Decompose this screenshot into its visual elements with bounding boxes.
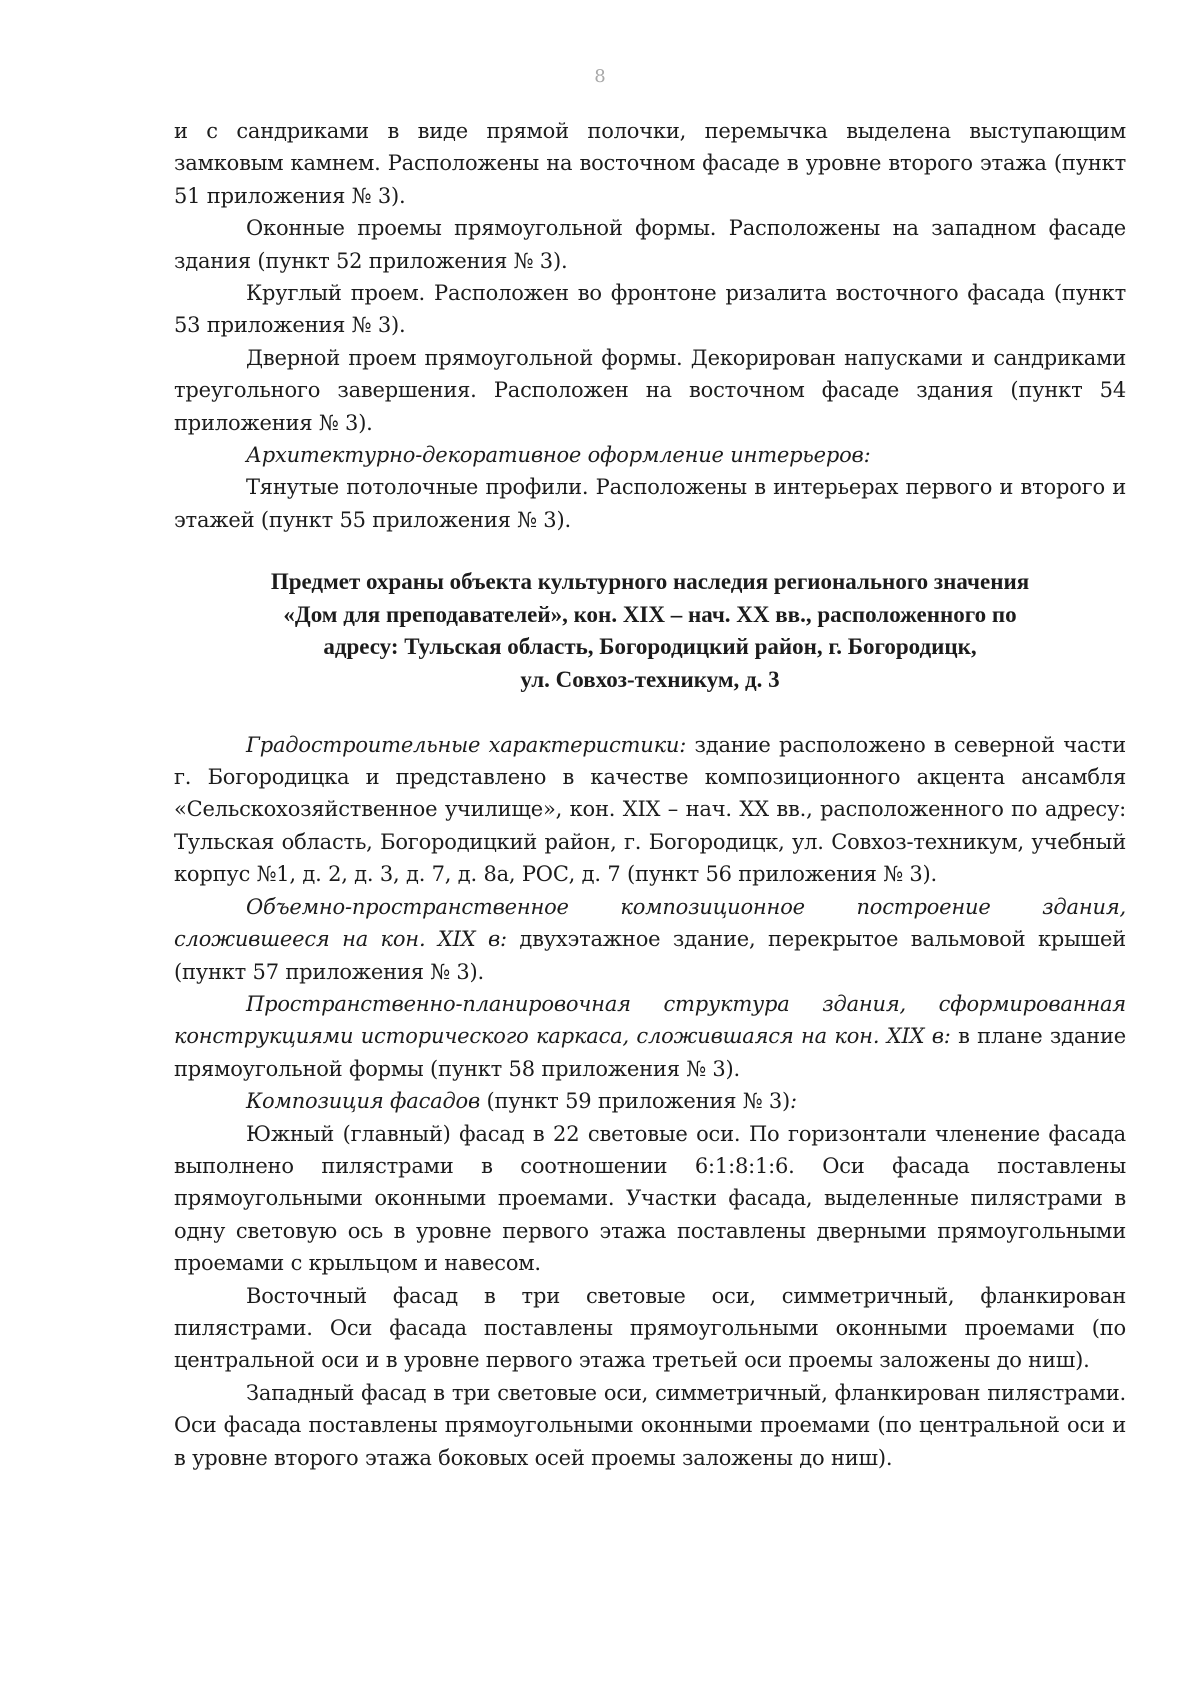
heading-line: адресу: Тульская область, Богородицкий район, г. Богородицк, — [323, 634, 977, 660]
paragraph-subheading — [174, 439, 1126, 471]
heading-line: «Дом для преподавателей», кон. XIX – нач. XX вв., расположенного по — [283, 601, 1017, 627]
paragraph-text: (пункт 59 приложения № 3) — [480, 1089, 791, 1114]
paragraph — [174, 891, 1126, 988]
paragraph — [174, 1377, 1126, 1474]
paragraph-text: в плане здание прямоугольной формы (пункт 58 приложения № 3). — [174, 1024, 1126, 1081]
italic-term: Объемно-пространственное композиционное построение здания, сложившееся на кон. XIX в: — [174, 894, 1126, 952]
italic-subheading: Архитектурно-декоративное оформление интерьеров: — [246, 443, 871, 468]
paragraph — [174, 988, 1126, 1085]
paragraph — [174, 1280, 1126, 1377]
italic-term: Композиция фасадов — [246, 1089, 481, 1114]
section-heading — [174, 566, 1126, 696]
heading-line: ул. Совхоз-техникум, д. 3 — [520, 667, 780, 693]
heading-line: Предмет охраны объекта культурного наследия регионального значения — [270, 569, 1030, 595]
italic-colon: : — [790, 1089, 797, 1114]
paragraph — [174, 342, 1126, 439]
paragraph — [174, 277, 1126, 342]
paragraph-text: Южный (главный) фасад в 22 световые оси. По горизонтали членение фасада выполнено пилястрами в соотношении 6:1:8:1:6. Оси фасада поставлены прямоугольными оконными проемами. Участки фасада, выделенные пилястрами в одну световую ось в уровне первого этажа поставлены дверными прямоугольными проемами с крыльцом и навесом. — [174, 1121, 1126, 1276]
paragraph — [174, 729, 1126, 891]
document-body — [174, 115, 1126, 1474]
paragraph-text: Западный фасад в три световые оси, симметричный, фланкирован пилястрами. Оси фасада поставлены прямоугольными оконными проемами (по центральной оси и в уровне второго этажа боковых осей проемы заложены до ниш). — [174, 1380, 1126, 1470]
paragraph-text: Тянутые потолочные профили. Расположены в интерьерах первого и второго и этажей (пункт 55 приложения № 3). — [174, 475, 1126, 532]
italic-term: Пространственно-планировочная структура здания, сформированная конструкциями исторического каркаса, сложившаяся на кон. XIX в: — [174, 991, 1126, 1049]
paragraph — [174, 1118, 1126, 1280]
paragraph-text: здание расположено в северной части г. Богородицка и представлено в качестве композиционного акцента ансамбля «Сельскохозяйственное училище», кон. XIX – нач. XX вв., расположенного по адресу: Тульская область, Богородицкий район, г. Богородицк, ул. Совхоз-техникум, учебный корпус №1, д. 2, д. 3, д. 7, д. 8а, РОС, д. 7 (пункт 56 приложения № 3). — [174, 732, 1126, 887]
paragraph-text: Оконные проемы прямоугольной формы. Расположены на западном фасаде здания (пункт 52 приложения № 3). — [174, 216, 1126, 273]
paragraph-continuation — [174, 115, 1126, 212]
paragraph — [174, 471, 1126, 536]
paragraph-text: Круглый проем. Расположен во фронтоне ризалита восточного фасада (пункт 53 приложения № 3). — [174, 281, 1126, 338]
paragraph-text: двухэтажное здание, перекрытое вальмовой крышей (пункт 57 приложения № 3). — [174, 927, 1126, 984]
paragraph-text: Восточный фасад в три световые оси, симметричный, фланкирован пилястрами. Оси фасада поставлены прямоугольными оконными проемами (по центральной оси и в уровне первого этажа третьей оси проемы заложены до ниш). — [174, 1283, 1126, 1373]
paragraph — [174, 1085, 1126, 1117]
page-number: 8 — [594, 66, 606, 87]
italic-term: Градостроительные характеристики: — [246, 732, 687, 757]
paragraph — [174, 212, 1126, 277]
paragraph-text: Дверной проем прямоугольной формы. Декорирован напусками и сандриками треугольного завершения. Расположен на восточном фасаде здания (пункт 54 приложения № 3). — [174, 345, 1126, 435]
paragraph-text: и с сандриками в виде прямой полочки, перемычка выделена выступающим замковым камнем. Расположены на восточном фасаде в уровне второго этажа (пункт 51 приложения № 3). — [174, 119, 1126, 208]
